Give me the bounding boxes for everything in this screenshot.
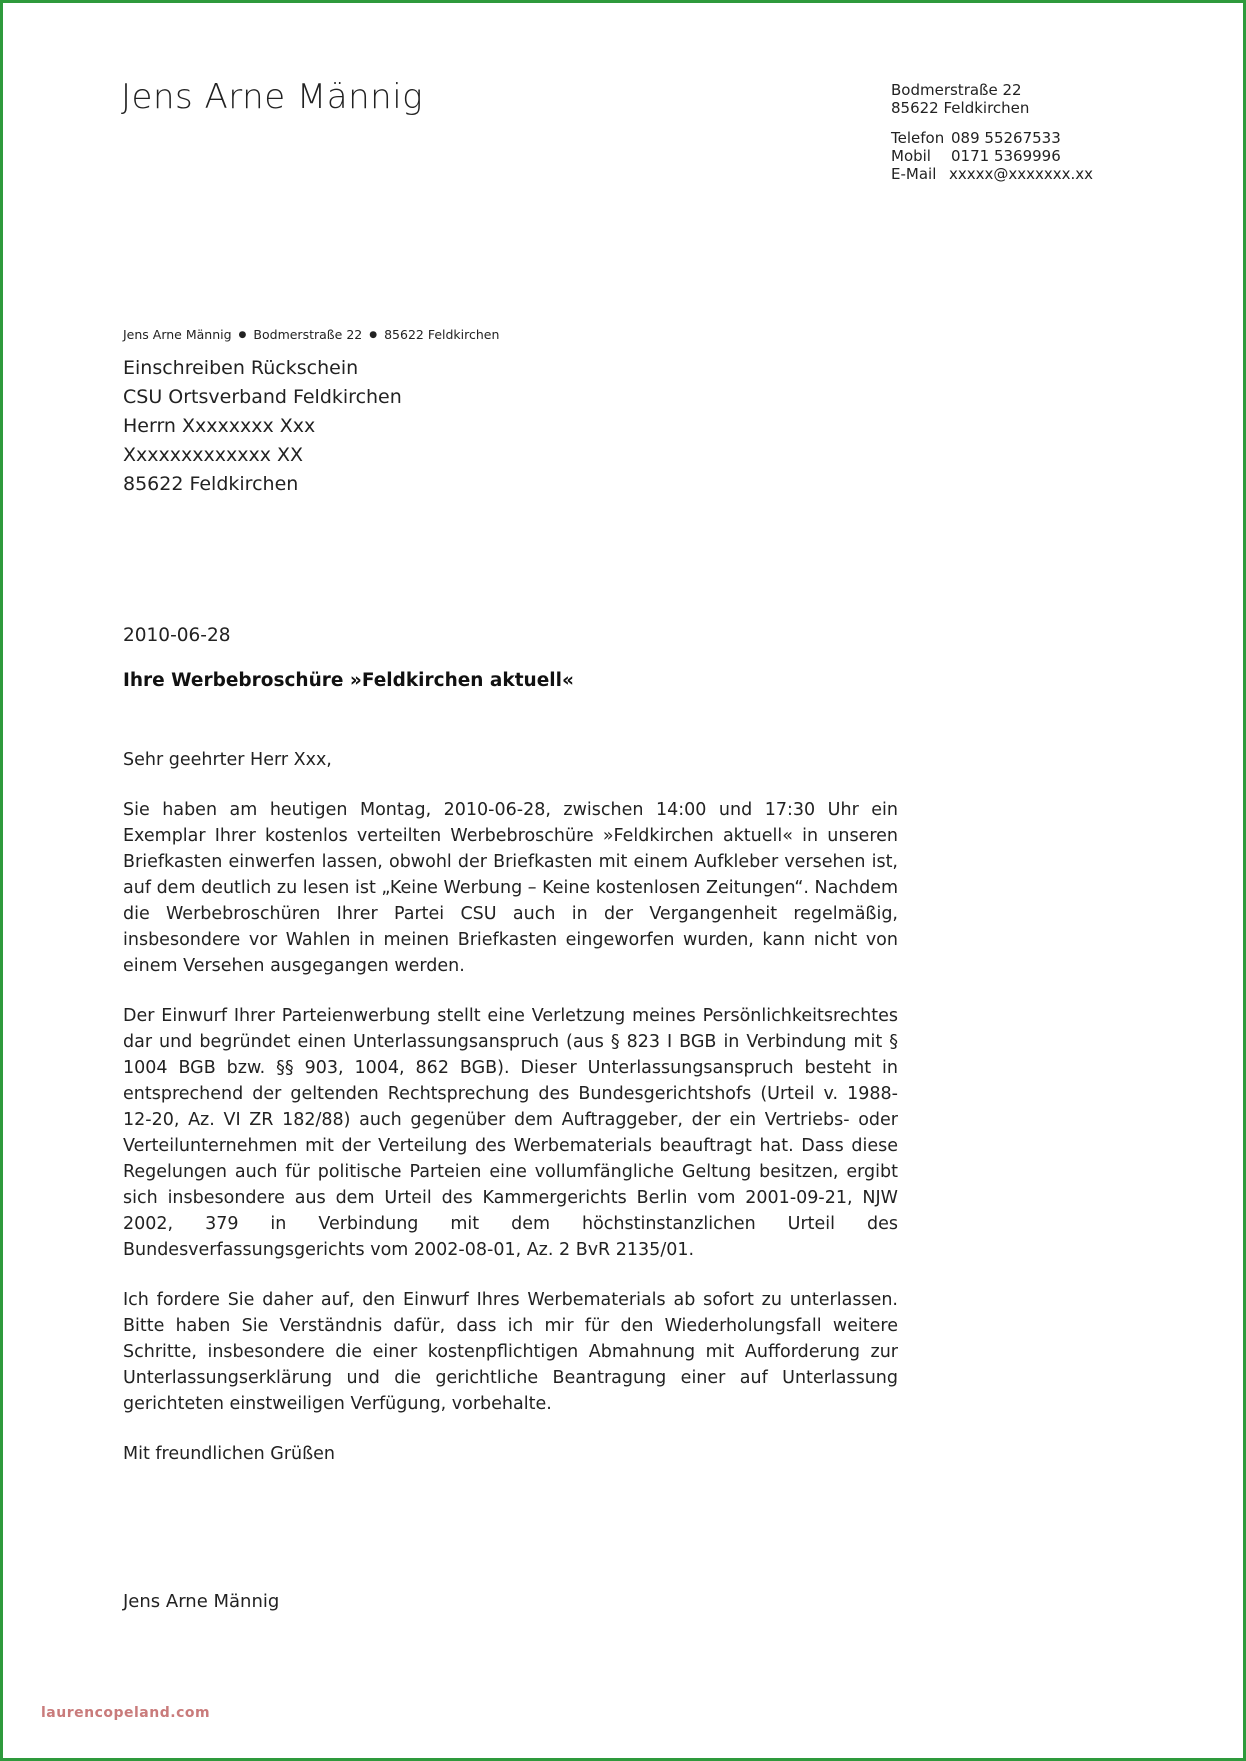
- return-street: Bodmerstraße 22: [253, 327, 363, 342]
- recipient-line: 85622 Feldkirchen: [123, 473, 299, 495]
- watermark: laurencopeland.com: [41, 1705, 211, 1721]
- email-value: xxxxx@xxxxxxx.xx: [949, 165, 1094, 183]
- letter-subject: Ihre Werbebroschüre »Feldkirchen aktuell«: [123, 670, 574, 691]
- letterhead-name: Jens Arne Männig: [121, 77, 424, 117]
- phone-value: 089 55267533: [951, 129, 1061, 147]
- recipient-line: Herrn Xxxxxxxx Xxx: [123, 415, 316, 437]
- mobile-value: 0171 5369996: [951, 147, 1061, 165]
- closing: Mit freundlichen Grüßen: [123, 1444, 335, 1464]
- return-city: 85622 Feldkirchen: [384, 327, 500, 342]
- letterhead-street: Bodmerstraße 22: [891, 81, 1022, 99]
- recipient-line: CSU Ortsverband Feldkirchen: [123, 386, 402, 408]
- letterhead-contact: [891, 81, 1093, 183]
- return-name: Jens Arne Männig: [123, 327, 232, 342]
- return-address-line: [123, 327, 499, 342]
- body-paragraph: Ich fordere Sie daher auf, den Einwurf Ihres Werbematerials ab sofort zu unterlassen. Bitte haben Sie Verständnis dafür, dass ich mir für den Wiederholungsfall weitere Schritte, insbesondere die einer kostenpflichtigen Abmahnung mit Aufforderung zur Unterlassungserklärung und die gerichtliche Beantragung einer auf Unterlassung gerichteten einstweiligen Verfügung, vorbehalte.: [123, 1290, 898, 1414]
- salutation: Sehr geehrter Herr Xxx,: [123, 750, 332, 770]
- letter-date: 2010-06-28: [123, 625, 231, 646]
- phone-row: [891, 129, 1093, 147]
- letterhead-city: 85622 Feldkirchen: [891, 99, 1030, 117]
- letter-body: [123, 747, 898, 1467]
- body-paragraph: Der Einwurf Ihrer Parteienwerbung stellt eine Verletzung meines Persönlichkeitsrechtes dar und begründet einen Unterlassungsanspruch (aus § 823 I BGB in Verbindung mit § 1004 BGB bzw. §§ 903, 1004, 862 BGB). Dieser Unterlassungsanspruch besteht in entsprechend der geltenden Rechtsprechung des Bundesgerichtshofs (Urteil v. 1988-12-20, Az. VI ZR 182/88) auch gegenüber dem Auftraggeber, der ein Vertriebs- oder Verteilunternehmen mit der Verteilung des Werbematerials beauftragt hat. Dass diese Regelungen auch für politische Parteien eine vollumfängliche Geltung besitzen, ergibt sich insbesondere aus dem Urteil des Kammergerichts Berlin vom 2001-09-21, NJW 2002, 379 in Verbindung mit dem höchstinstanzlichen Urteil des Bundesverfassungsgerichts vom 2002-08-01, Az. 2 BvR 2135/01.: [123, 1006, 898, 1260]
- mobile-row: [891, 147, 1093, 165]
- body-paragraph: Sie haben am heutigen Montag, 2010-06-28, zwischen 14:00 und 17:30 Uhr ein Exemplar Ihrer kostenlos verteilten Werbebroschüre »Feldkirchen aktuell« in unseren Briefkasten einwerfen lassen, obwohl der Briefkasten mit einem Aufkleber versehen ist, auf dem deutlich zu lesen ist „Keine Werbung – Keine kostenlosen Zeitungen“. Nachdem die Werbebroschüren Ihrer Partei CSU auch in der Vergangenheit regelmäßig, insbesondere vor Wahlen in meinen Briefkasten eingeworfen wurden, kann nicht von einem Versehen ausgegangen werden.: [123, 800, 898, 976]
- separator-dot: ●: [238, 330, 247, 340]
- email-row: [891, 165, 1093, 183]
- mobile-label: Mobil: [891, 147, 931, 165]
- recipient-address: [123, 354, 402, 499]
- separator-dot: ●: [369, 330, 378, 340]
- recipient-line: Xxxxxxxxxxxxx XX: [123, 444, 304, 466]
- email-label: E-Mail: [891, 165, 937, 183]
- recipient-line: Einschreiben Rückschein: [123, 357, 359, 379]
- phone-label: Telefon: [891, 129, 945, 147]
- signature-name: Jens Arne Männig: [123, 1591, 280, 1612]
